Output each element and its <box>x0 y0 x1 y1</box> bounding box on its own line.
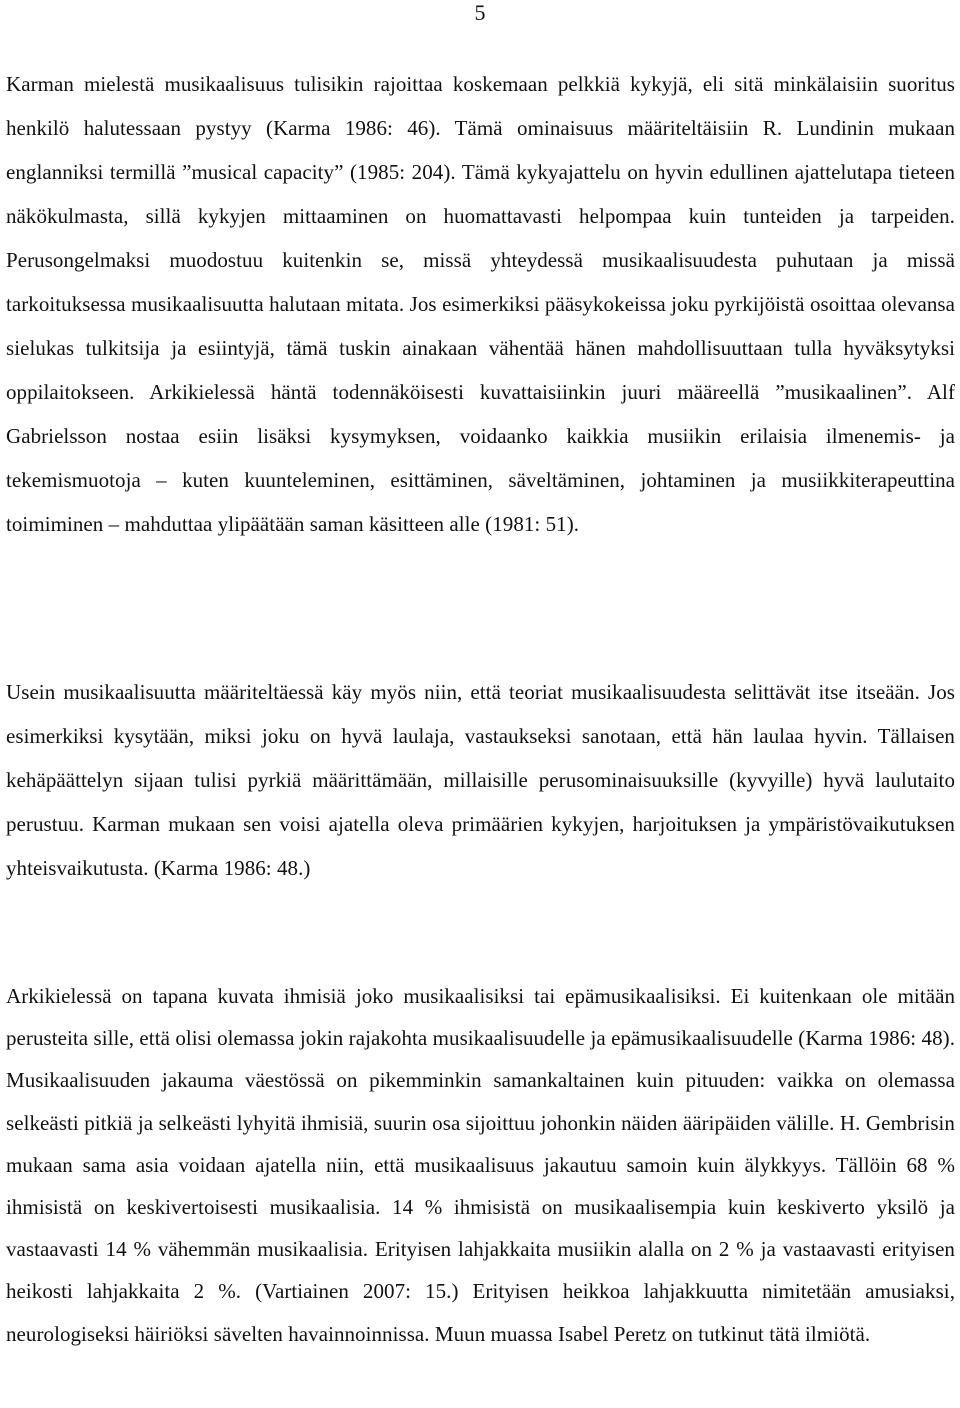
page-number: 5 <box>474 0 486 25</box>
paragraph-2: Usein musikaalisuutta määriteltäessä käy myös niin, että teoriat musikaalisuudesta selittävät itse itseään. Jos esimerkiksi kysytään, miksi joku on hyvä laulaja, vastaukseksi sanotaan, että hän laulaa hyvin. Tällaisen kehäpäättelyn sijaan tulisi pyrkiä määrittämään, millaisille perusominaisuuksille (kyvyille) hyvä laulutaito perustuu. Karman mukaan sen voisi ajatella oleva primäärien kykyjen, harjoituksen ja ympäristövaikutuksen yhteisvaikutusta. (Karma 1986: 48.) <box>6 680 955 880</box>
paragraph-3: Arkikielessä on tapana kuvata ihmisiä joko musikaalisiksi tai epämusikaalisiksi. Ei kuitenkaan ole mitään perusteita sille, että olisi olemassa jokin rajakohta musikaalisuudelle ja epämusikaalisuudelle (Karma 1986: 48). Musikaalisuuden jakauma väestössä on pikemminkin samankaltainen kuin pituuden: vaikka on olemassa selkeästi pitkiä ja selkeästi lyhyitä ihmisiä, suurin osa sijoittuu johonkin näiden ääripäiden välille. H. Gembrisin mukaan sama asia voidaan ajatella niin, että musikaalisuus jakautuu samoin kuin älykkyys. Tällöin 68 % ihmisistä on keskivertoisesti musikaalisia. 14 % ihmisistä on musikaalisempia kuin keskiverto yksilö ja vastaavasti 14 % vähemmän musikaalisia. Erityisen lahjakkaita musiikin alalla on 2 % ja vastaavasti erityisen heikosti lahjakkaita 2 %. (Vartiainen 2007: 15.) Erityisen heikkoa lahjakkuutta nimitetään amusiaksi, neurologiseksi häiriöksi sävelten havainnoinnissa. Muun muassa Isabel Peretz on tutkinut tätä ilmiötä. <box>6 984 955 1346</box>
paragraph-1: Karman mielestä musikaalisuus tulisikin rajoittaa koskemaan pelkkiä kykyjä, eli sitä minkälaisiin suoritus henkilö halutessaan pystyy (Karma 1986: 46). Tämä ominaisuus määriteltäisiin R. Lundinin mukaan englanniksi termillä ”musical capacity” (1985: 204). Tämä kykyajattelu on hyvin edullinen ajattelutapa tieteen näkökulmasta, sillä kykyjen mittaaminen on huomattavasti helpompaa kuin tunteiden ja tarpeiden. Perusongelmaksi muodostuu kuitenkin se, missä yhteydessä musikaalisuudesta puhutaan ja missä tarkoituksessa musikaalisuutta halutaan mitata. Jos esimerkiksi pääsykokeissa joku pyrkijöistä osoittaa olevansa sielukas tulkitsija ja esiintyjä, tämä tuskin ainakaan vähentää hänen mahdollisuuttaan tulla hyväksytyksi oppilaitokseen. Arkikielessä häntä todennäköisesti kuvattaisiinkin juuri määreellä ”musikaalinen”. Alf Gabrielsson nostaa esiin lisäksi kysymyksen, voidaanko kaikkia musiikin erilaisia ilmenemis- ja tekemismuotoja – kuten kuunteleminen, esittäminen, säveltäminen, johtaminen ja musiikkiterapeuttina toimiminen – mahduttaa ylipäätään saman käsitteen alle (1981: 51). <box>6 72 955 536</box>
